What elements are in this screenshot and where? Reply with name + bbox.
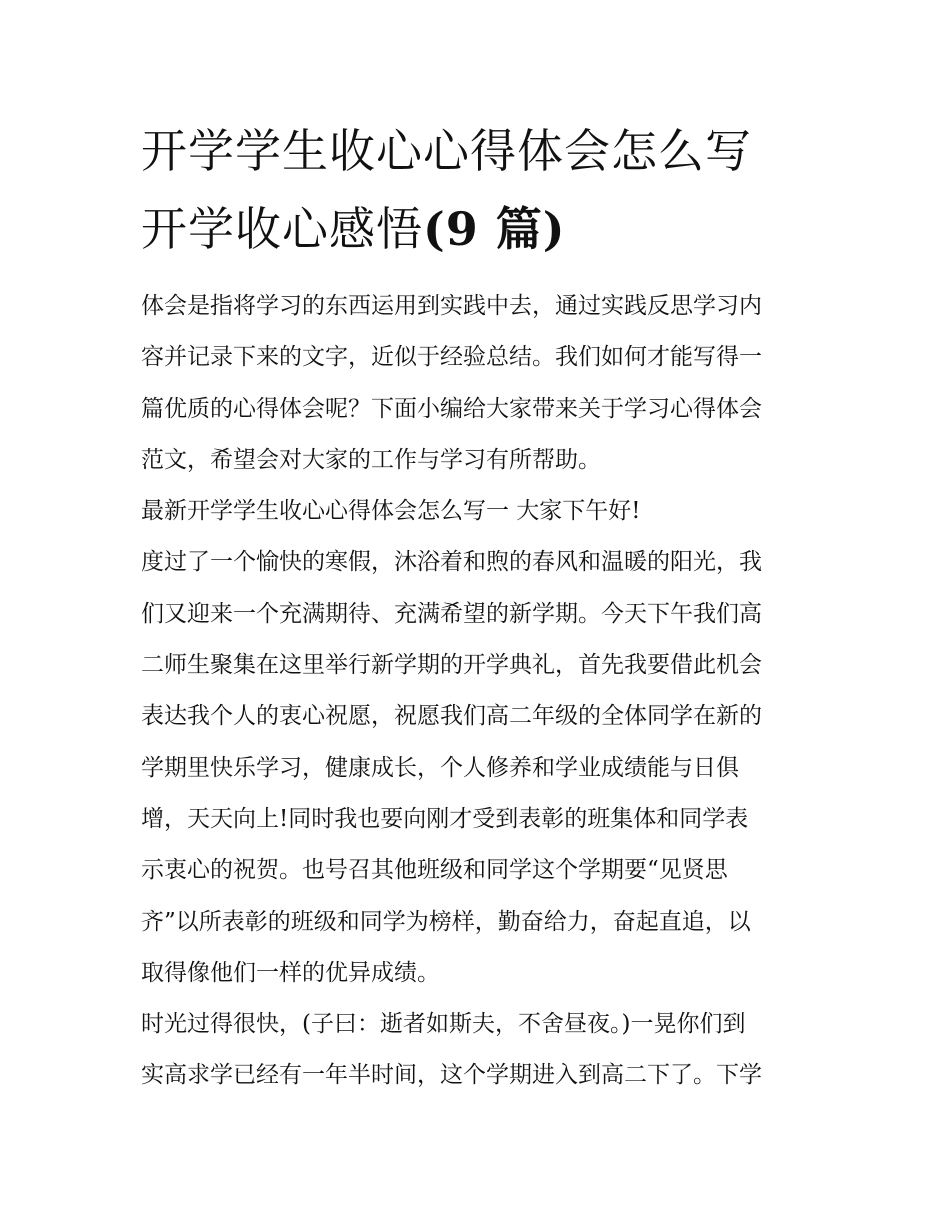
body-paragraph-1: [141, 537, 821, 999]
text-line: 学期里快乐学习，健康成长，个人修养和学业成绩能与日俱: [141, 754, 739, 781]
text-line: 示衷心的祝贺。也号召其他班级和同学这个学期要“见贤思: [141, 857, 728, 884]
section-heading: [141, 486, 821, 537]
title-line-1: 开学学生收心心得体会怎么写: [141, 124, 752, 178]
document-content: [141, 112, 821, 1102]
text-line: 篇优质的心得体会呢？下面小编给大家带来关于学习心得体会: [141, 395, 762, 422]
text-line: 表达我个人的衷心祝愿，祝愿我们高二年级的全体同学在新的: [141, 703, 762, 730]
text-line: 容并记录下来的文字，近似于经验总结。我们如何才能写得一: [141, 344, 762, 371]
title-count: (9 篇): [423, 202, 566, 256]
text-line: 时光过得很快，(子曰：逝者如斯夫，不舍昼夜。)一晃你们到: [141, 1011, 746, 1038]
title-line-2: [141, 190, 821, 268]
text-line: 二师生聚集在这里举行新学期的开学典礼，首先我要借此机会: [141, 652, 762, 679]
page-title: [141, 112, 821, 268]
text-line: 体会是指将学习的东西运用到实践中去，通过实践反思学习内: [141, 293, 762, 319]
intro-paragraph: [141, 281, 821, 486]
body-paragraph-2: [141, 999, 821, 1102]
text-line: 实高求学已经有一年半时间，这个学期进入到高二下了。下学: [141, 1062, 762, 1089]
text-line: 们又迎来一个充满期待、充满希望的新学期。今天下午我们高: [141, 600, 762, 627]
text-line: 齐”以所表彰的班级和同学为榜样，勤奋给力，奋起直追，以: [141, 908, 751, 935]
document-body: [141, 281, 821, 1102]
section-heading-text: 最新开学学生收心心得体会怎么写一 大家下午好!: [141, 498, 641, 525]
text-line: 取得像他们一样的优异成绩。: [141, 959, 440, 986]
text-line: 度过了一个愉快的寒假，沐浴着和煦的春风和温暖的阳光，我: [141, 549, 762, 576]
text-line: 增，天天向上!同时我也要向刚才受到表彰的班集体和同学表: [141, 805, 749, 832]
title-line-2-text: 开学收心感悟: [141, 202, 423, 256]
text-line: 范文，希望会对大家的工作与学习有所帮助。: [141, 446, 601, 473]
